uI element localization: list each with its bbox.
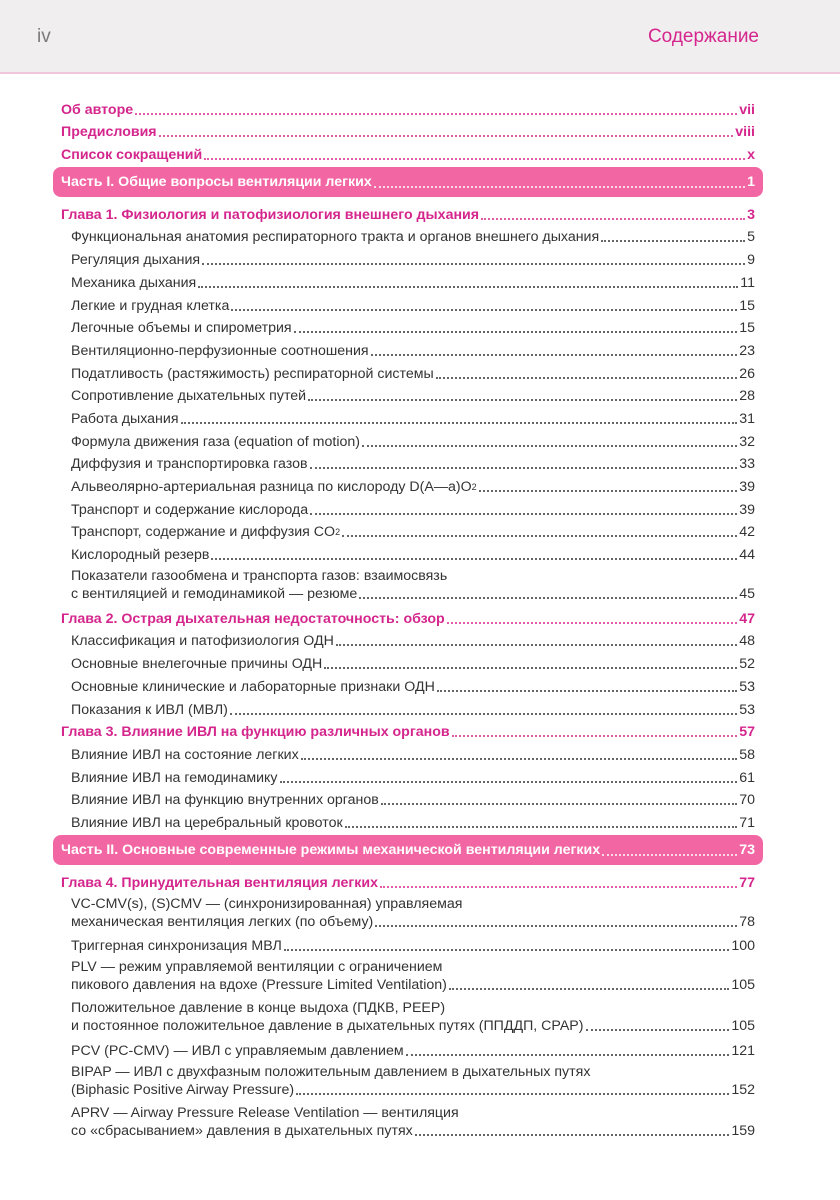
toc-entry-label: Альвеолярно-артериальная разница по кислороду D(A—a)O (71, 479, 472, 495)
dot-leader (601, 240, 745, 242)
toc-chapter-label: Глава 4. Принудительная вентиляция легких (61, 874, 379, 891)
toc-entry-multiline[interactable] (53, 1101, 763, 1142)
toc-entry-multiline[interactable] (53, 892, 763, 933)
dot-leader (345, 826, 738, 828)
toc-entry[interactable] (53, 451, 763, 474)
toc-entry[interactable] (53, 405, 763, 428)
toc-chapter-label: Глава 1. Физиология и патофизиология внешнего дыхания (61, 206, 480, 223)
toc-entry-line2 (71, 1122, 755, 1140)
toc-entry-page: x (747, 147, 755, 164)
toc-part-page: 73 (739, 841, 755, 858)
toc-chapter-page: 57 (739, 724, 755, 741)
dot-leader (436, 377, 738, 379)
toc-entry-label: Классификация и патофизиология ОДН (71, 633, 334, 650)
toc-entry-label-line2: с вентиляцией и гемодинамикой — резюме (71, 586, 358, 603)
toc-entry-page: 44 (739, 547, 755, 564)
toc-entry[interactable] (53, 673, 763, 696)
dot-leader (452, 735, 738, 737)
dot-leader (380, 886, 737, 888)
toc-entry-page: 15 (739, 320, 755, 337)
toc-entry-label: Триггерная синхронизация МВЛ (71, 938, 282, 955)
toc-entry-page: 48 (739, 633, 755, 650)
dot-leader (181, 422, 738, 424)
toc-entry-label-line1: BIPAP — ИВЛ с двухфазным положительным давлением в дыхательных путях (71, 1064, 591, 1080)
toc-chapter-2[interactable] (53, 605, 763, 628)
toc-entry[interactable] (53, 496, 763, 519)
toc-entry-label-line2: со «сбрасыванием» давления в дыхательных путях (71, 1123, 413, 1139)
toc-entry-label: PCV (PC-CMV) — ИВЛ с управляемым давлением (71, 1043, 404, 1059)
toc-entry-page: 45 (739, 586, 755, 603)
toc-entry-page: 23 (739, 342, 755, 359)
toc-entry-label: Диффузия и транспортировка газов (71, 456, 308, 473)
dot-leader (479, 490, 738, 492)
toc-chapter-label: Глава 3. Влияние ИВЛ на функцию различных органов (61, 724, 450, 741)
toc-entry-page: 11 (740, 274, 755, 291)
toc-entry-label: Функциональная анатомия респираторного тракта и органов внешнего дыхания (71, 229, 600, 246)
toc-entry-page: 159 (731, 1123, 755, 1139)
toc-entry[interactable] (53, 315, 763, 338)
toc-entry-label: Легкие и грудная клетка (71, 297, 230, 314)
dot-leader (374, 186, 745, 188)
dot-leader (481, 218, 745, 220)
dot-leader (211, 558, 737, 560)
dot-leader (371, 354, 738, 356)
toc-entry-label: Об авторе (61, 101, 134, 118)
toc-chapter-page: 3 (747, 206, 755, 223)
toc-entry-page: 33 (739, 456, 755, 473)
toc-entry-label: Податливость (растяжимость) респираторной системы (71, 365, 434, 382)
toc-chapter-label: Глава 2. Острая дыхательная недостаточность: обзор (61, 610, 445, 627)
toc-entry-label-line2: (Biphasic Positive Airway Pressure) (71, 1082, 295, 1098)
toc-entry-label-line2: и постоянное положительное давление в дыхательных путях (ППДДП, CPAP) (71, 1018, 584, 1035)
toc-entry-page: 70 (739, 792, 755, 809)
dot-leader (310, 467, 738, 469)
dot-leader (204, 158, 745, 160)
dot-leader (437, 690, 737, 692)
toc-entry-page: 39 (739, 501, 755, 518)
dot-leader (381, 803, 737, 805)
toc-entry[interactable] (53, 696, 763, 719)
dot-leader (415, 1134, 730, 1136)
toc-entry-page: 42 (739, 524, 755, 541)
toc-entry-page: 9 (747, 252, 755, 269)
toc-entry-page: 61 (739, 769, 755, 786)
toc-entry[interactable] (53, 628, 763, 651)
toc-part-label: Часть II. Основные современные режимы механической вентиляции легких (61, 841, 601, 858)
dot-leader (359, 597, 737, 599)
toc-entry-page: 5 (747, 229, 755, 246)
dot-leader (449, 988, 729, 990)
toc-entry[interactable] (53, 650, 763, 673)
toc-entry-page: 100 (731, 938, 755, 955)
toc-entry-page: 58 (739, 746, 755, 763)
toc-entry-label: Влияние ИВЛ на состояние легких (71, 746, 299, 763)
toc-entry-page: viii (735, 124, 755, 141)
toc-entry-label-line1: VC-CMV(s), (S)CMV — (синхронизированная) управляемая (71, 895, 463, 912)
toc-entry-label-line1: Показатели газообмена и транспорта газов: взаимосвязь (71, 568, 448, 585)
toc-entry[interactable] (53, 787, 763, 810)
dot-leader (336, 644, 737, 646)
toc-chapter-3[interactable] (53, 719, 763, 742)
toc-entry-page: 121 (731, 1043, 755, 1059)
toc-entry-line2 (71, 1017, 755, 1035)
toc-part-1[interactable] (53, 167, 763, 197)
toc-entry[interactable] (53, 292, 763, 315)
toc-entry[interactable] (53, 428, 763, 451)
toc-entry[interactable] (53, 224, 763, 247)
toc-entry-label-line2: механическая вентиляция легких (по объему) (71, 913, 374, 930)
toc-entry-label: Кислородный резерв (71, 547, 210, 564)
toc-entry-label: Механика дыхания (71, 274, 197, 291)
dot-leader (198, 286, 738, 288)
toc-entry[interactable] (53, 337, 763, 360)
running-title: Содержание (647, 26, 759, 47)
toc-entry-multiline[interactable] (53, 955, 763, 996)
subscript: 2 (471, 482, 477, 492)
toc-entry-label: Влияние ИВЛ на функцию внутренних органов (71, 792, 379, 809)
toc-chapter-4[interactable] (53, 869, 763, 892)
dot-leader (602, 854, 737, 856)
toc-entry-label: Влияние ИВЛ на гемодинамику (71, 769, 278, 786)
toc-entry-page: 26 (739, 365, 755, 382)
toc-entry[interactable] (53, 360, 763, 383)
toc-entry-page: 105 (731, 1018, 755, 1035)
toc-entry-label-line2: пикового давления на вдохе (Pressure Limited Ventilation) (71, 977, 447, 994)
toc-entry-label: Влияние ИВЛ на церебральный кровоток (71, 814, 343, 831)
dot-leader (342, 535, 737, 537)
toc-entry-multiline[interactable] (53, 996, 763, 1037)
toc-entry-abbreviations[interactable] (53, 141, 763, 164)
toc-entry-line2 (71, 976, 755, 994)
toc-entry-page: 78 (739, 913, 755, 930)
toc-entry-label: Регуляция дыхания (71, 252, 201, 269)
toc-entry[interactable] (53, 1037, 763, 1060)
dot-leader (284, 949, 729, 951)
dot-leader (231, 309, 737, 311)
dot-leader (447, 622, 738, 624)
toc-entry-page: 53 (739, 678, 755, 695)
dot-leader (230, 713, 737, 715)
toc-entry-page: 31 (739, 410, 755, 427)
toc-entry-page: vii (739, 101, 755, 118)
subscript: 2 (335, 527, 341, 538)
toc-entry-page: 15 (739, 297, 755, 314)
toc-entry-label: Предисловия (61, 124, 157, 141)
toc-entry-label: Сопротивление дыхательных путей (71, 388, 307, 405)
toc-entry[interactable] (53, 541, 763, 564)
dot-leader (202, 263, 745, 265)
table-of-contents (53, 96, 763, 1142)
toc-part-label: Часть I. Общие вопросы вентиляции легких (61, 174, 372, 191)
dot-leader (159, 135, 734, 137)
toc-entry-line2 (71, 1081, 755, 1099)
toc-entry[interactable] (53, 741, 763, 764)
toc-entry-page: 71 (739, 814, 755, 831)
toc-entry-label-line1: APRV — Airway Pressure Release Ventilation — вентиляция (71, 1105, 459, 1121)
toc-entry-page: 105 (731, 977, 755, 994)
toc-entry-page: 53 (739, 701, 755, 718)
dot-leader (375, 925, 737, 927)
toc-entry-multiline[interactable] (53, 564, 763, 605)
dot-leader (280, 781, 738, 783)
toc-entry-label: Работа дыхания (71, 410, 179, 427)
toc-entry-label: Вентиляционно-перфузионные соотношения (71, 342, 369, 359)
dot-leader (310, 513, 737, 515)
toc-entry-page: 52 (739, 656, 755, 673)
toc-entry-page: 39 (739, 479, 755, 495)
toc-entry-label: Основные внелегочные причины ОДН (71, 656, 323, 673)
toc-entry[interactable] (53, 933, 763, 956)
toc-entry-label-line1: PLV — режим управляемой вентиляции с ограничением (71, 959, 443, 976)
toc-part-page: 1 (747, 174, 755, 191)
toc-entry-label: Основные клинические и лабораторные признаки ОДН (71, 678, 435, 695)
dot-leader (301, 758, 738, 760)
dot-leader (406, 1054, 730, 1056)
toc-entry[interactable] (53, 473, 763, 496)
dot-leader (586, 1029, 730, 1031)
page-number: iv (37, 26, 51, 47)
toc-entry-label: Транспорт и содержание кислорода (71, 501, 309, 518)
toc-chapter-page: 77 (739, 874, 755, 891)
toc-entry[interactable] (53, 764, 763, 787)
toc-entry-label: Транспорт, содержание и диффузия CO (71, 524, 336, 541)
toc-entry-line2 (71, 913, 755, 931)
toc-entry[interactable] (53, 246, 763, 269)
toc-entry-about-author[interactable] (53, 96, 763, 119)
toc-entry[interactable] (53, 519, 763, 542)
toc-entry-multiline[interactable] (53, 1060, 763, 1101)
toc-entry-label: Показания к ИВЛ (МВЛ) (71, 701, 228, 718)
dot-leader (296, 1093, 729, 1095)
toc-entry-prefaces[interactable] (53, 119, 763, 142)
toc-chapter-page: 47 (739, 610, 755, 627)
toc-entry[interactable] (53, 269, 763, 292)
dot-leader (362, 445, 737, 447)
dot-leader (308, 399, 737, 401)
toc-entry-page: 28 (739, 388, 755, 405)
dot-leader (135, 113, 737, 115)
toc-entry[interactable] (53, 383, 763, 406)
dot-leader (324, 667, 737, 669)
toc-entry-label: Список сокращений (61, 147, 203, 164)
toc-entry[interactable] (53, 809, 763, 832)
toc-entry-label-line1: Положительное давление в конце выдоха (ПДКВ, PEEP) (71, 1000, 446, 1017)
page-header (0, 0, 840, 74)
toc-entry-page: 32 (739, 433, 755, 450)
toc-entry-label: Формула движения газа (equation of motion) (71, 433, 360, 450)
toc-part-2[interactable] (53, 835, 763, 865)
toc-entry-label: Легочные объемы и спирометрия (71, 320, 292, 337)
toc-chapter-1[interactable] (53, 201, 763, 224)
toc-entry-page: 152 (731, 1082, 755, 1098)
dot-leader (294, 331, 738, 333)
